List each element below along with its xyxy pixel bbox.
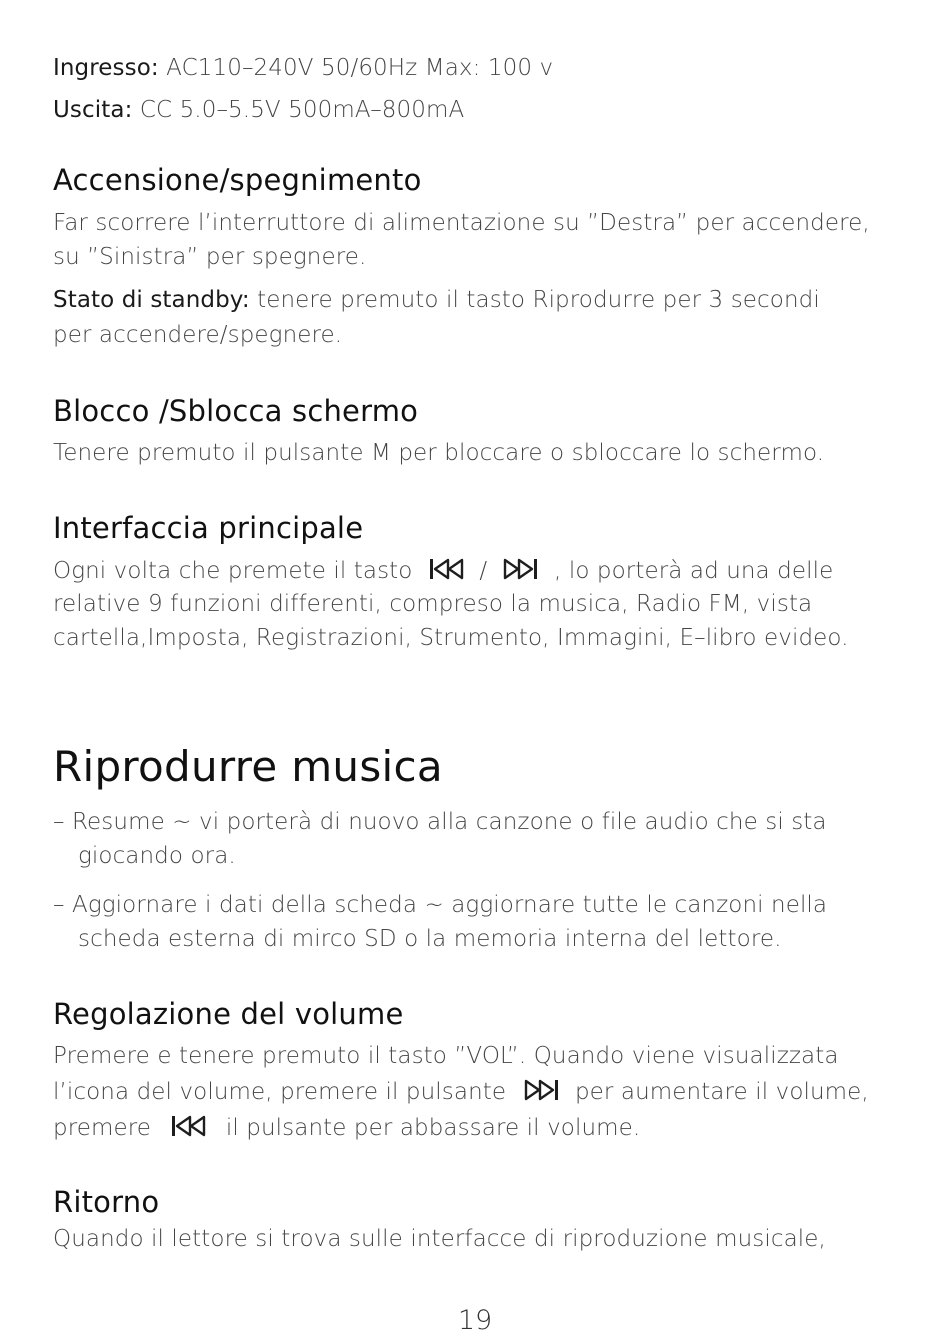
volume-line1: Premere e tenere premuto il tasto ”VOL”. Quando viene visualizzata [53, 1043, 839, 1069]
input-spec [53, 55, 553, 81]
standby-text: tenere premuto il tasto Riprodurre per 3 secondi [257, 287, 820, 313]
main-interface-separator: / [479, 558, 488, 584]
standby-label: Stato di standby: [53, 287, 250, 313]
skip-next-icon [501, 557, 539, 581]
back-line1: Quando il lettore si trova sulle interfacce di riproduzione musicale, [53, 1226, 826, 1252]
volume-line2 [53, 1078, 869, 1105]
music-item2-line1: – Aggiornare i dati della scheda ~ aggiornare tutte le canzoni nella [53, 892, 828, 918]
volume-line3-text-b: il pulsante per abbassare il volume. [225, 1115, 641, 1141]
volume-line2-text-b: per aumentare il volume, [574, 1079, 869, 1105]
volume-line3-text-a: premere [53, 1115, 152, 1141]
main-interface-heading: Interfaccia principale [53, 511, 364, 545]
standby-line2: per accendere/spegnere. [53, 322, 343, 348]
onoff-heading: Accensione/spegnimento [53, 163, 422, 197]
output-spec [53, 97, 464, 123]
music-item1-line2: giocando ora. [78, 843, 236, 869]
skip-previous-icon [170, 1114, 208, 1138]
onoff-line1: Far scorrere l’interruttore di alimentazione su ”Destra” per accendere, [53, 210, 870, 236]
volume-heading: Regolazione del volume [53, 997, 404, 1031]
skip-previous-icon [428, 557, 466, 581]
volume-line3 [53, 1114, 640, 1141]
input-value: AC110–240V 50/60Hz Max: 100 v [166, 55, 554, 81]
main-interface-text-b: , lo porterà ad una delle [554, 558, 834, 584]
input-label: Ingresso: [53, 55, 159, 81]
back-heading: Ritorno [53, 1185, 160, 1219]
standby-line1 [53, 287, 820, 313]
main-interface-line3: cartella,Imposta, Registrazioni, Strumento, Immagini, E–libro evideo. [53, 625, 849, 651]
skip-next-icon [522, 1078, 560, 1102]
output-label: Uscita: [53, 97, 133, 123]
lock-line1: Tenere premuto il pulsante M per bloccare o sbloccare lo schermo. [53, 440, 825, 466]
music-item1-line1: – Resume ~ vi porterà di nuovo alla canzone o file audio che si sta [53, 809, 827, 835]
main-interface-line1 [53, 557, 833, 584]
main-interface-text-a: Ogni volta che premete il tasto [53, 558, 413, 584]
onoff-line2: su ”Sinistra” per spegnere. [53, 244, 367, 270]
volume-line2-text-a: l’icona del volume, premere il pulsante [53, 1079, 507, 1105]
main-interface-line2: relative 9 funzioni differenti, compreso la musica, Radio FM, vista [53, 591, 813, 617]
music-item2-line2: scheda esterna di mirco SD o la memoria interna del lettore. [78, 926, 782, 952]
output-value: CC 5.0–5.5V 500mA–800mA [139, 97, 465, 123]
music-heading: Riprodurre musica [53, 742, 443, 791]
page-number: 19 [457, 1305, 493, 1336]
lock-heading: Blocco /Sblocca schermo [53, 394, 419, 428]
